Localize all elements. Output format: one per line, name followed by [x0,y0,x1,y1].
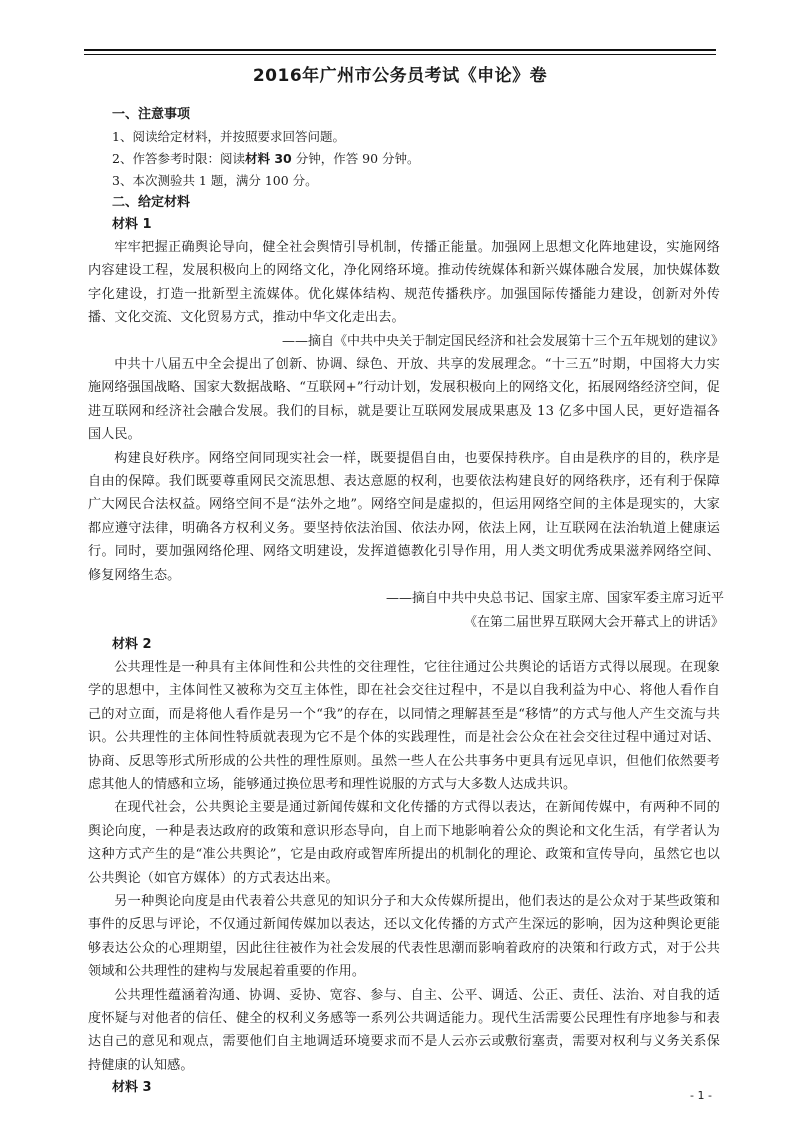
note-item-1: 1、阅读给定材料，并按照要求回答问题。 [112,129,345,144]
document-body [88,104,724,1099]
section-heading-materials: 二、给定材料 [112,195,191,210]
material-2-paragraph-1: 公共理性是一种具有主体间性和公共性的交往理性，它往往通过公共舆论的话语方式得以展现。在现象学的思想中，主体间性又被称为交互主体性，即在社会交往过程中，不是以自我利益为中心、将他人看作自己的对立面，而是将他人看作是另一个“我”的存在，以同情之理解甚至是“移情”的方式与他人产生交流与共识。公共理性的主体间性特质就表现为它不是个体的实践理性，而是社会公众在社会交往过程中通过对话、协商、反思等形式所形成的公共性的理性原则。虽然一些人在公共事务中更具有远见卓识，但他们依然要考虑其他人的情感和立场，能够通过换位思考和理性说服的方式与大多数人达成共识。 [88,659,720,792]
material-1-paragraph-2: 中共十八届五中全会提出了创新、协调、绿色、开放、共享的发展理念。“十三五”时期，中国将大力实施网络强国战略、国家大数据战略、“互联网+”行动计划，发展积极向上的网络文化，拓展网络经济空间，促进互联网和经济社会融合发展。我们的目标，就是要让互联网发展成果惠及 13 亿多中国人民，更好造福各国人民。 [88,357,720,443]
note-item-2 [112,148,720,170]
material-1-paragraph-3: 构建良好秩序。网络空间同现实社会一样，既要提倡自由，也要保持秩序。自由是秩序的目的，秩序是自由的保障。我们既要尊重网民交流思想、表达意愿的权利，也要依法构建良好的网络秩序，还有利于保障广大网民合法权益。网络空间不是“法外之地”。网络空间是虚拟的，但运用网络空间的主体是现实的，大家都应遵守法律，明确各方权利义务。要坚持依法治国、依法办网，依法上网，让互联网在法治轨道上健康运行。同时，要加强网络伦理、网络文明建设，发挥道德教化引导作用，用人类文明优秀成果滋养网络空间、修复网络生态。 [88,450,720,583]
section-heading-notes: 一、注意事项 [112,107,191,122]
material-2-paragraph-4: 公共理性蕴涵着沟通、协调、妥协、宽容、参与、自主、公平、调适、公正、责任、法治、对自我的适度怀疑与对他者的信任、健全的权利义务感等一系列公共调适能力。现代生活需要公民理性有序地参与和表达自己的意见和观点，需要他们自主地调适环境要求而不是人云亦云或敷衍塞责，需要对权利与义务关系保持健康的认知感。 [88,987,720,1073]
header-rule-thin [84,54,716,55]
note-item-2-bold: 材料 30 [244,151,292,166]
note-item-2-pre: 2、作答参考时限：阅读 [112,151,245,166]
material-2-paragraph-3: 另一种舆论向度是由代表着公共意见的知识分子和大众传媒所提出，他们表达的是公众对于某些政策和事件的反思与评论，不仅通过新闻传媒加以表达，还以文化传播的方式产生深远的影响，因为这种舆论更能够表达公众的心理期望，因此往往被作为社会发展的代表性思潮而影响着政府的决策和行政方式，对于公共领域和公共理性的建构与发展起着重要的作用。 [88,893,720,980]
page-number: - 1 - [690,1089,712,1102]
note-item-3: 3、本次测验共 1 题，满分 100 分。 [112,173,318,188]
header-rule-thick [84,49,716,51]
note-item-2-post: 分钟，作答 90 分钟。 [291,151,420,166]
material-2-heading: 材料 2 [112,636,152,652]
material-1-heading: 材料 1 [112,217,152,232]
material-1-source-1: ——摘自《中共中央关于制定国民经济和社会发展第十三个五年规划的建议》 [281,333,724,349]
material-1-source-2a: ——摘自中共中央总书记、国家主席、国家军委主席习近平 [385,591,724,607]
material-1-source-2b: 《在第二届世界互联网大会开幕式上的讲话》 [463,614,724,630]
material-3-heading: 材料 3 [112,1080,152,1096]
document-title: 2016年广州市公务员考试《申论》卷 [252,66,548,86]
material-2-paragraph-2: 在现代社会，公共舆论主要是通过新闻传媒和文化传播的方式得以表达，在新闻传媒中，有两种不同的舆论向度，一种是表达政府的政策和意识形态导向，自上而下地影响着公众的舆论和文化生活，有学者认为这种方式产生的是“准公共舆论”，它是由政府或智库所提出的机制化的理论、政策和宣传导向，虽然它也以公共舆论（如官方媒体）的方式表达出来。 [88,800,720,886]
material-1-paragraph-1: 牢牢把握正确舆论导向，健全社会舆情引导机制，传播正能量。加强网上思想文化阵地建设，实施网络内容建设工程，发展积极向上的网络文化，净化网络环境。推动传统媒体和新兴媒体融合发展，加快媒体数字化建设，打造一批新型主流媒体。优化媒体结构、规范传播秩序。加强国际传播能力建设，创新对外传播、文化交流、文化贸易方式，推动中华文化走出去。 [88,240,720,326]
